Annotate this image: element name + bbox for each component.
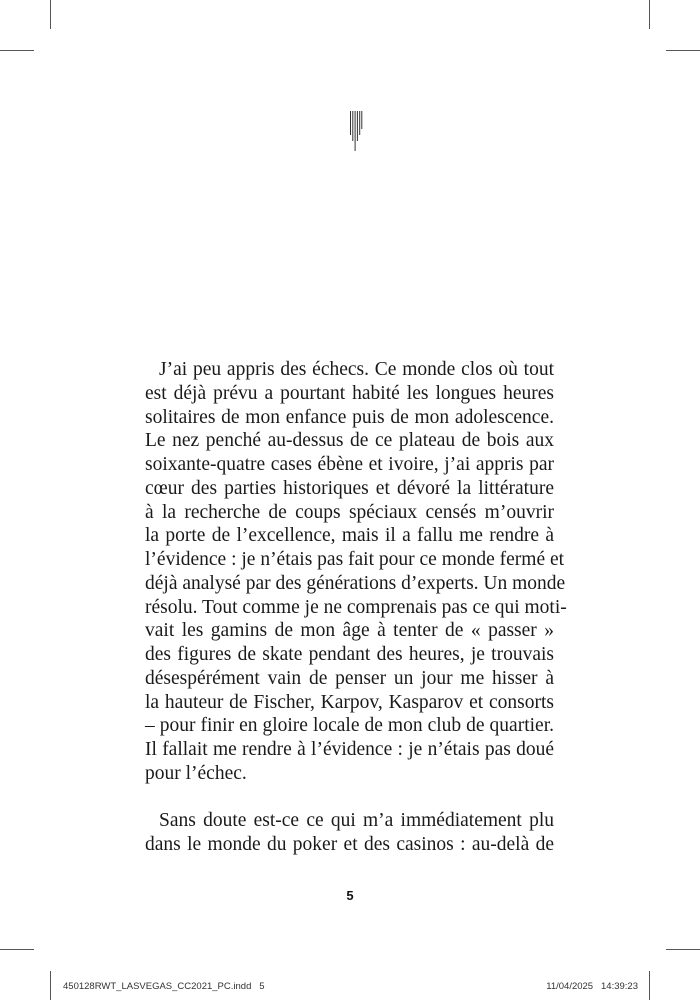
text-line: est déjà prévu a pourtant habité les longues heures	[145, 382, 554, 404]
text-line: soixante-quatre cases ébène et ivoire, j’ai appris par	[145, 454, 554, 475]
text-line: solitaires de mon enfance puis de mon adolescence.	[145, 406, 554, 428]
text-line: vait les gamins de mon âge à tenter de « passer »	[145, 620, 554, 642]
text-line: Sans doute est-ce ce qui m’a immédiatement plu	[159, 810, 554, 832]
crop-mark-bottom-right-h	[666, 949, 700, 950]
text-line: – pour finir en gloire locale de mon club de quartier.	[145, 715, 554, 737]
crop-mark-top-right-h	[666, 50, 700, 51]
chapter-ornament-icon	[349, 111, 363, 151]
paragraph-2	[145, 809, 554, 857]
text-line: résolu. Tout comme je ne comprenais pas ce qui moti-	[145, 596, 567, 618]
text-line: cœur des parties historiques et dévoré la littérature	[145, 477, 554, 499]
text-line: des figures de skate pendant des heures, je trouvais	[145, 644, 554, 665]
body-text	[145, 358, 567, 857]
text-line: la hauteur de Fischer, Karpov, Kasparov et consorts	[145, 691, 554, 713]
text-line: l’évidence : je n’étais pas fait pour ce monde fermé et	[145, 549, 565, 570]
crop-mark-top-left-h	[0, 50, 34, 51]
slug-timestamp: 11/04/2025 14:39:23	[546, 981, 638, 992]
crop-mark-top-right	[649, 0, 650, 29]
text-line: Il fallait me rendre à l’évidence : je n’étais pas doué	[145, 739, 554, 760]
text-line: déjà analysé par des générations d’experts. Un monde	[145, 572, 566, 594]
text-line: dans le monde du poker et des casinos : au-delà de	[145, 834, 554, 855]
crop-mark-bottom-left	[50, 971, 51, 1000]
text-line: J’ai peu appris des échecs. Ce monde clos où tout	[159, 359, 554, 380]
crop-mark-bottom-right	[649, 971, 650, 1000]
crop-mark-bottom-left-h	[0, 949, 34, 950]
text-line: Le nez penché au-dessus de ce plateau de bois aux	[145, 430, 554, 452]
text-line: désespérément vain de penser un jour me hisser à	[145, 667, 554, 689]
paragraph-1	[145, 358, 567, 786]
text-line: la porte de l’excellence, mais il a fallu me rendre à	[145, 525, 554, 547]
slug-file-name: 450128RWT_LASVEGAS_CC2021_PC.indd 5	[63, 981, 265, 992]
page-number: 5	[346, 888, 354, 903]
text-line: à la recherche de coups spéciaux censés m’ouvrir	[145, 501, 554, 523]
crop-mark-top-left	[50, 0, 51, 29]
text-line: pour l’échec.	[145, 762, 247, 784]
